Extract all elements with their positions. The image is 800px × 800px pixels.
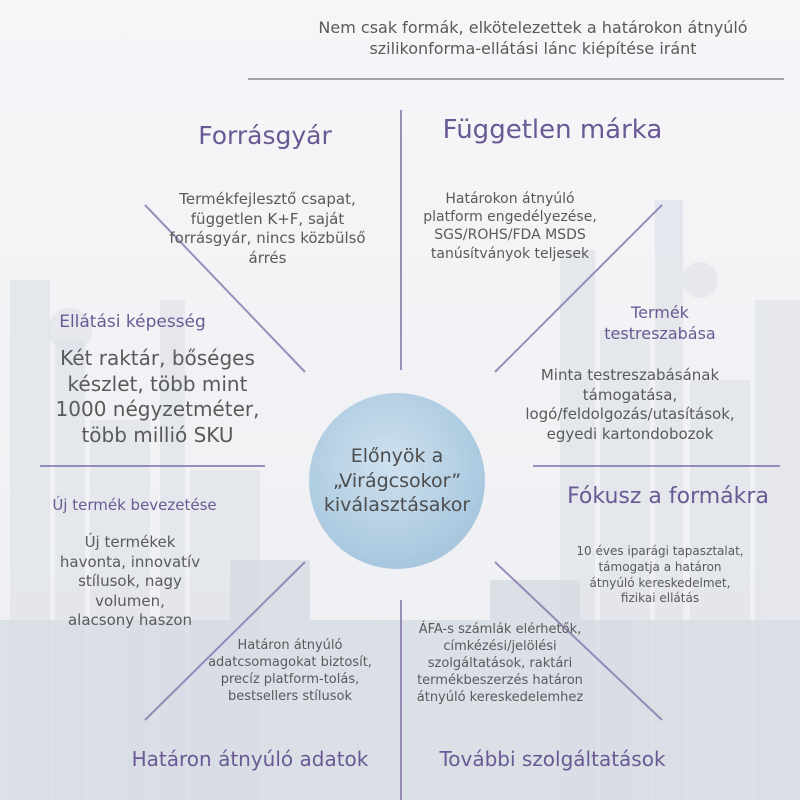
customization-description: Minta testreszabásának támogatása, logó/feldolgozás/utasítások, egyedi kartondobozok bbox=[525, 366, 735, 443]
more-services-description: ÁFA-s számlák elérhetők, címkézési/jelölési szolgáltatások, raktári termékbeszerzés határon átnyúló kereskedelemhez bbox=[416, 622, 584, 705]
mold-focus-description: 10 éves iparági tapasztalat, támogatja a határon átnyúló kereskedelmet, fizikai ellátás bbox=[576, 544, 744, 606]
mold-focus-title: Fókusz a formákra bbox=[567, 484, 769, 509]
cross-border-data-description: Határon átnyúló adatcsomagokat biztosít, precíz platform-tolás, bestsellers stílusok bbox=[208, 638, 372, 704]
supply-capacity-title: Ellátási képesség bbox=[59, 312, 206, 332]
independent-brand-description: Határokon átnyúló platform engedélyezése, SGS/ROHS/FDA MSDS tanúsítványok teljesek bbox=[423, 191, 597, 262]
source-factory-title: Forrásgyár bbox=[198, 121, 332, 150]
header-line-2: szilikonforma-ellátási lánc kiépítése iránt bbox=[369, 38, 697, 58]
center-hub-label: Előnyök a „Virágcsokor” kiválasztásakor bbox=[323, 444, 471, 517]
header-line-1: Nem csak formák, elkötelezettek a határokon átnyúló bbox=[318, 18, 748, 37]
new-products-description: Új termékek havonta, innovatív stílusok, nagy volumen, alacsony haszon bbox=[59, 533, 201, 629]
more-services-title: További szolgáltatások bbox=[439, 747, 666, 771]
center-hub bbox=[309, 393, 485, 569]
new-products-title: Új termék bevezetése bbox=[52, 496, 217, 514]
independent-brand-title: Független márka bbox=[442, 115, 663, 145]
cross-border-data-title: Határon átnyúló adatok bbox=[131, 747, 369, 771]
supply-capacity-description: Két raktár, bőséges készlet, több mint 1000 négyzetméter, több millió SKU bbox=[55, 346, 260, 447]
header-text bbox=[300, 18, 766, 60]
customization-title: Termék testreszabása bbox=[604, 303, 716, 343]
source-factory-description: Termékfejlesztő csapat, független K+F, saját forrásgyár, nincs közbülső árrés bbox=[169, 190, 366, 267]
